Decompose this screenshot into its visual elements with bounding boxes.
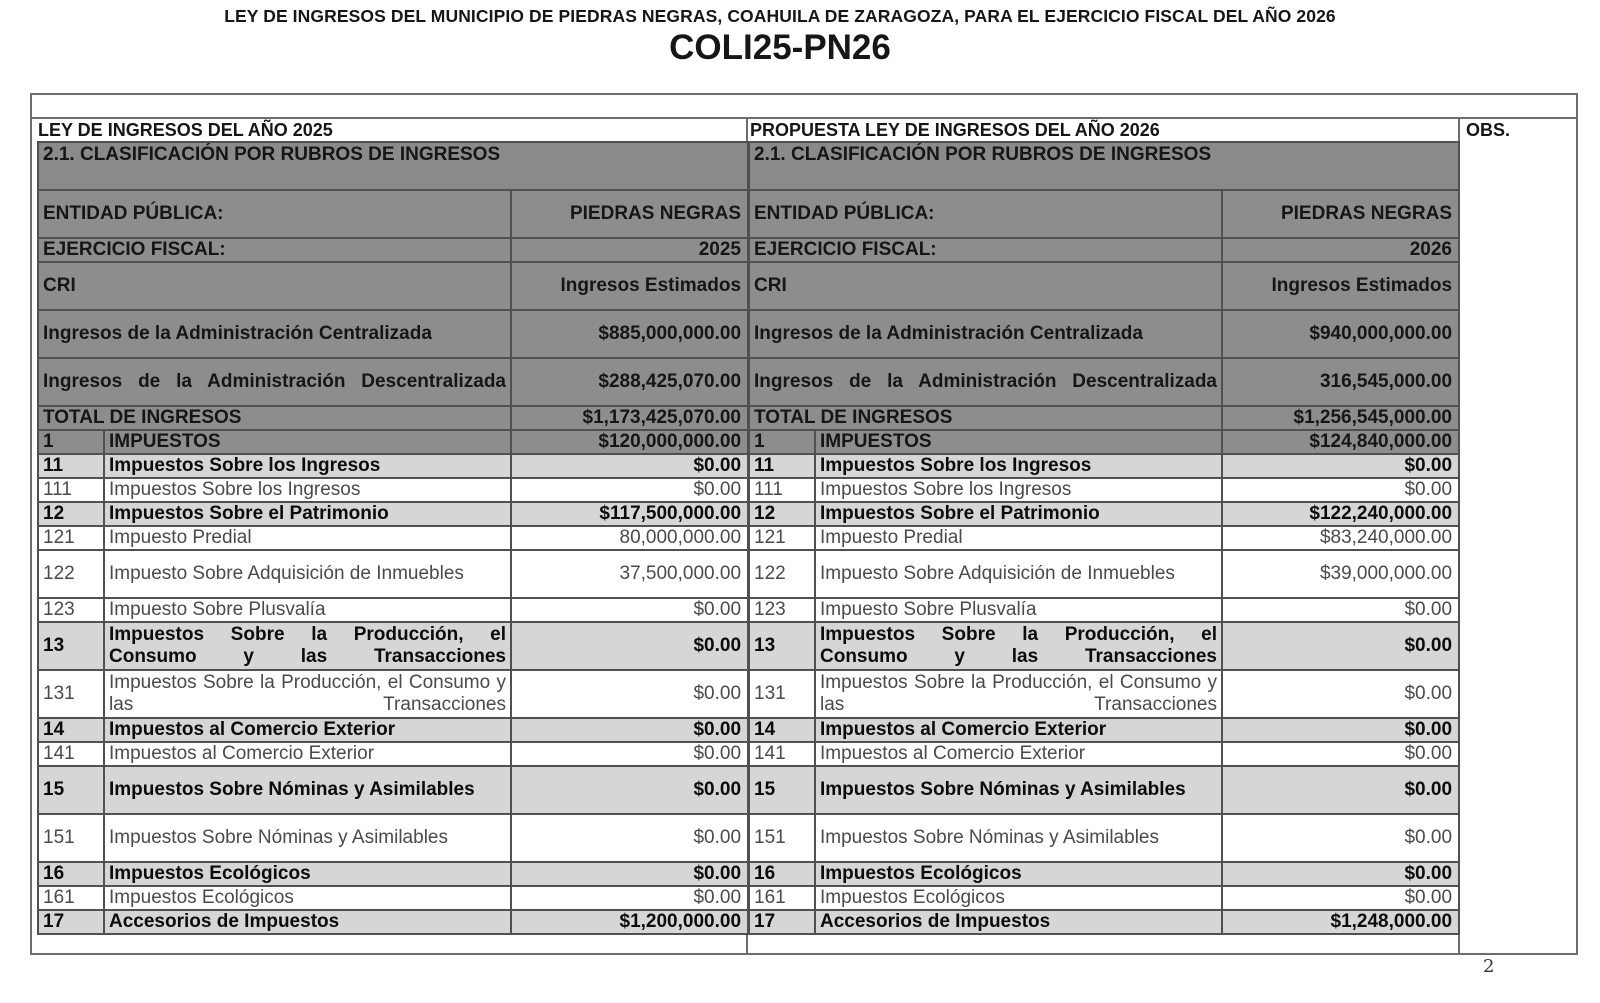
cri-value: Ingresos Estimados: [511, 262, 748, 310]
total-label: TOTAL DE INGRESOS: [38, 406, 511, 430]
panel-2025: [37, 141, 747, 935]
row-code: 17: [749, 910, 815, 934]
column-header-2026: PROPUESTA LEY DE INGRESOS DEL AÑO 2026: [750, 120, 1160, 140]
table-row: [38, 526, 748, 550]
row-amount: $83,240,000.00: [1222, 526, 1459, 550]
row-amount: $0.00: [511, 766, 748, 814]
table-row: [38, 862, 748, 886]
row-concept: Impuestos Sobre Nóminas y Asimilables: [104, 766, 511, 814]
row-concept: Impuestos al Comercio Exterior: [815, 718, 1222, 742]
row-code: 1: [38, 430, 104, 454]
row-amount: $0.00: [511, 478, 748, 502]
document-heading: LEY DE INGRESOS DEL MUNICIPIO DE PIEDRAS NEGRAS, COAHUILA DE ZARAGOZA, PARA EL EJERCICIO FISCAL DEL AÑO 2026: [224, 6, 1336, 26]
row-code: 1: [749, 430, 815, 454]
section-title-spacer: [749, 166, 1459, 190]
row-code: 111: [749, 478, 815, 502]
descentralizada-label: Ingresos de la Administración Descentralizada: [749, 358, 1222, 406]
row-amount: $0.00: [511, 862, 748, 886]
row-concept: Impuestos Sobre el Patrimonio: [104, 502, 511, 526]
row-amount: $0.00: [511, 670, 748, 718]
row-concept: IMPUESTOS: [815, 430, 1222, 454]
row-amount: $0.00: [1222, 814, 1459, 862]
table-row: [749, 862, 1459, 886]
row-concept: Accesorios de Impuestos: [815, 910, 1222, 934]
centralizada-label: Ingresos de la Administración Centralizada: [38, 310, 511, 358]
row-amount: $0.00: [511, 814, 748, 862]
table-row: [749, 526, 1459, 550]
row-code: 123: [38, 598, 104, 622]
row-code: 122: [749, 550, 815, 598]
column-header-obs: OBS.: [1466, 120, 1511, 140]
cri-value: Ingresos Estimados: [1222, 262, 1459, 310]
row-concept: Impuestos Sobre los Ingresos: [104, 478, 511, 502]
row-concept: Accesorios de Impuestos: [104, 910, 511, 934]
row-concept: Impuestos Sobre la Producción, el Consumo y las Transacciones: [104, 670, 511, 718]
row-concept: Impuestos Sobre Nóminas y Asimilables: [815, 814, 1222, 862]
row-amount: $39,000,000.00: [1222, 550, 1459, 598]
row-concept: Impuesto Sobre Adquisición de Inmuebles: [104, 550, 511, 598]
descentralizada-label: Ingresos de la Administración Descentralizada: [38, 358, 511, 406]
table-row: [38, 430, 748, 454]
row-code: 122: [38, 550, 104, 598]
row-code: 14: [749, 718, 815, 742]
row-amount: $0.00: [1222, 862, 1459, 886]
row-concept: IMPUESTOS: [104, 430, 511, 454]
table-row: [38, 910, 748, 934]
row-concept: Impuestos Ecológicos: [104, 886, 511, 910]
centralizada-label: Ingresos de la Administración Centralizada: [749, 310, 1222, 358]
row-code: 15: [38, 766, 104, 814]
table-row: [38, 886, 748, 910]
revenue-table: [748, 141, 1460, 935]
row-concept: Impuestos Sobre la Producción, el Consumo y las Transacciones: [104, 622, 511, 670]
table-row: [38, 670, 748, 718]
table-row: [749, 742, 1459, 766]
total-value: $1,173,425,070.00: [511, 406, 748, 430]
table-row: [749, 718, 1459, 742]
row-concept: Impuestos al Comercio Exterior: [815, 742, 1222, 766]
row-amount: $0.00: [1222, 454, 1459, 478]
page-number: 2: [1483, 956, 1495, 977]
table-row: [38, 718, 748, 742]
column-header-2025: LEY DE INGRESOS DEL AÑO 2025: [38, 120, 333, 140]
row-code: 11: [749, 454, 815, 478]
descentralizada-value: $288,425,070.00: [511, 358, 748, 406]
row-amount: $0.00: [511, 622, 748, 670]
table-row: [749, 886, 1459, 910]
row-amount: $122,240,000.00: [1222, 502, 1459, 526]
row-amount: $0.00: [511, 598, 748, 622]
row-amount: $120,000,000.00: [511, 430, 748, 454]
table-row: [749, 766, 1459, 814]
table-row: [749, 478, 1459, 502]
row-code: 151: [749, 814, 815, 862]
table-row: [749, 910, 1459, 934]
centralizada-value: $940,000,000.00: [1222, 310, 1459, 358]
row-amount: 37,500,000.00: [511, 550, 748, 598]
table-row: [38, 742, 748, 766]
table-row: [38, 622, 748, 670]
row-code: 11: [38, 454, 104, 478]
row-concept: Impuesto Sobre Plusvalía: [815, 598, 1222, 622]
table-row: [749, 430, 1459, 454]
row-concept: Impuestos al Comercio Exterior: [104, 742, 511, 766]
table-row: [749, 670, 1459, 718]
row-amount: $0.00: [1222, 670, 1459, 718]
row-amount: $0.00: [1222, 718, 1459, 742]
section-title-spacer: [38, 166, 748, 190]
row-amount: $0.00: [1222, 598, 1459, 622]
table-row: [749, 598, 1459, 622]
ejercicio-label: EJERCICIO FISCAL:: [749, 238, 1222, 262]
table-row: [38, 814, 748, 862]
row-code: 111: [38, 478, 104, 502]
row-concept: Impuestos Sobre los Ingresos: [815, 454, 1222, 478]
row-code: 12: [38, 502, 104, 526]
total-label: TOTAL DE INGRESOS: [749, 406, 1222, 430]
table-row: [38, 478, 748, 502]
row-code: 121: [38, 526, 104, 550]
row-amount: $124,840,000.00: [1222, 430, 1459, 454]
row-amount: $1,248,000.00: [1222, 910, 1459, 934]
row-concept: Impuestos Ecológicos: [815, 886, 1222, 910]
row-code: 14: [38, 718, 104, 742]
row-concept: Impuesto Predial: [104, 526, 511, 550]
row-concept: Impuestos al Comercio Exterior: [104, 718, 511, 742]
row-code: 161: [749, 886, 815, 910]
row-concept: Impuestos Sobre la Producción, el Consumo y las Transacciones: [815, 622, 1222, 670]
table-row: [749, 550, 1459, 598]
revenue-table: [37, 141, 749, 935]
descentralizada-value: 316,545,000.00: [1222, 358, 1459, 406]
total-value: $1,256,545,000.00: [1222, 406, 1459, 430]
ejercicio-label: EJERCICIO FISCAL:: [38, 238, 511, 262]
row-concept: Impuestos Sobre Nóminas y Asimilables: [815, 766, 1222, 814]
row-code: 141: [38, 742, 104, 766]
row-code: 13: [749, 622, 815, 670]
row-amount: $0.00: [511, 886, 748, 910]
row-amount: $0.00: [511, 742, 748, 766]
row-concept: Impuestos Sobre los Ingresos: [104, 454, 511, 478]
row-code: 131: [749, 670, 815, 718]
row-code: 12: [749, 502, 815, 526]
entidad-value: PIEDRAS NEGRAS: [511, 190, 748, 238]
ejercicio-value: 2025: [511, 238, 748, 262]
row-concept: Impuestos Sobre Nóminas y Asimilables: [104, 814, 511, 862]
row-concept: Impuesto Sobre Plusvalía: [104, 598, 511, 622]
row-concept: Impuestos Ecológicos: [815, 862, 1222, 886]
row-amount: $117,500,000.00: [511, 502, 748, 526]
table-row: [38, 454, 748, 478]
row-amount: 80,000,000.00: [511, 526, 748, 550]
row-concept: Impuestos Ecológicos: [104, 862, 511, 886]
row-code: 121: [749, 526, 815, 550]
row-code: 151: [38, 814, 104, 862]
row-concept: Impuestos Sobre la Producción, el Consumo y las Transacciones: [815, 670, 1222, 718]
panel-2026: [748, 141, 1458, 935]
row-amount: $0.00: [511, 454, 748, 478]
table-row: [749, 454, 1459, 478]
row-concept: Impuestos Sobre los Ingresos: [815, 478, 1222, 502]
entidad-label: ENTIDAD PÚBLICA:: [749, 190, 1222, 238]
table-row: [38, 550, 748, 598]
row-code: 161: [38, 886, 104, 910]
row-concept: Impuesto Sobre Adquisición de Inmuebles: [815, 550, 1222, 598]
table-row: [749, 622, 1459, 670]
cri-label: CRI: [38, 262, 511, 310]
row-code: 16: [749, 862, 815, 886]
document-code: COLI25-PN26: [669, 28, 891, 67]
table-row: [38, 598, 748, 622]
row-code: 16: [38, 862, 104, 886]
row-amount: $0.00: [1222, 886, 1459, 910]
entidad-value: PIEDRAS NEGRAS: [1222, 190, 1459, 238]
row-code: 141: [749, 742, 815, 766]
row-amount: $1,200,000.00: [511, 910, 748, 934]
row-amount: $0.00: [1222, 742, 1459, 766]
section-title: 2.1. CLASIFICACIÓN POR RUBROS DE INGRESOS: [38, 142, 748, 166]
section-title: 2.1. CLASIFICACIÓN POR RUBROS DE INGRESOS: [749, 142, 1459, 166]
row-code: 17: [38, 910, 104, 934]
table-row: [749, 814, 1459, 862]
row-code: 131: [38, 670, 104, 718]
table-row: [749, 502, 1459, 526]
centralizada-value: $885,000,000.00: [511, 310, 748, 358]
entidad-label: ENTIDAD PÚBLICA:: [38, 190, 511, 238]
table-row: [38, 502, 748, 526]
cri-label: CRI: [749, 262, 1222, 310]
row-code: 123: [749, 598, 815, 622]
row-concept: Impuesto Predial: [815, 526, 1222, 550]
row-amount: $0.00: [1222, 622, 1459, 670]
row-amount: $0.00: [1222, 766, 1459, 814]
table-row: [38, 766, 748, 814]
row-amount: $0.00: [511, 718, 748, 742]
row-code: 15: [749, 766, 815, 814]
ejercicio-value: 2026: [1222, 238, 1459, 262]
row-code: 13: [38, 622, 104, 670]
row-amount: $0.00: [1222, 478, 1459, 502]
row-concept: Impuestos Sobre el Patrimonio: [815, 502, 1222, 526]
